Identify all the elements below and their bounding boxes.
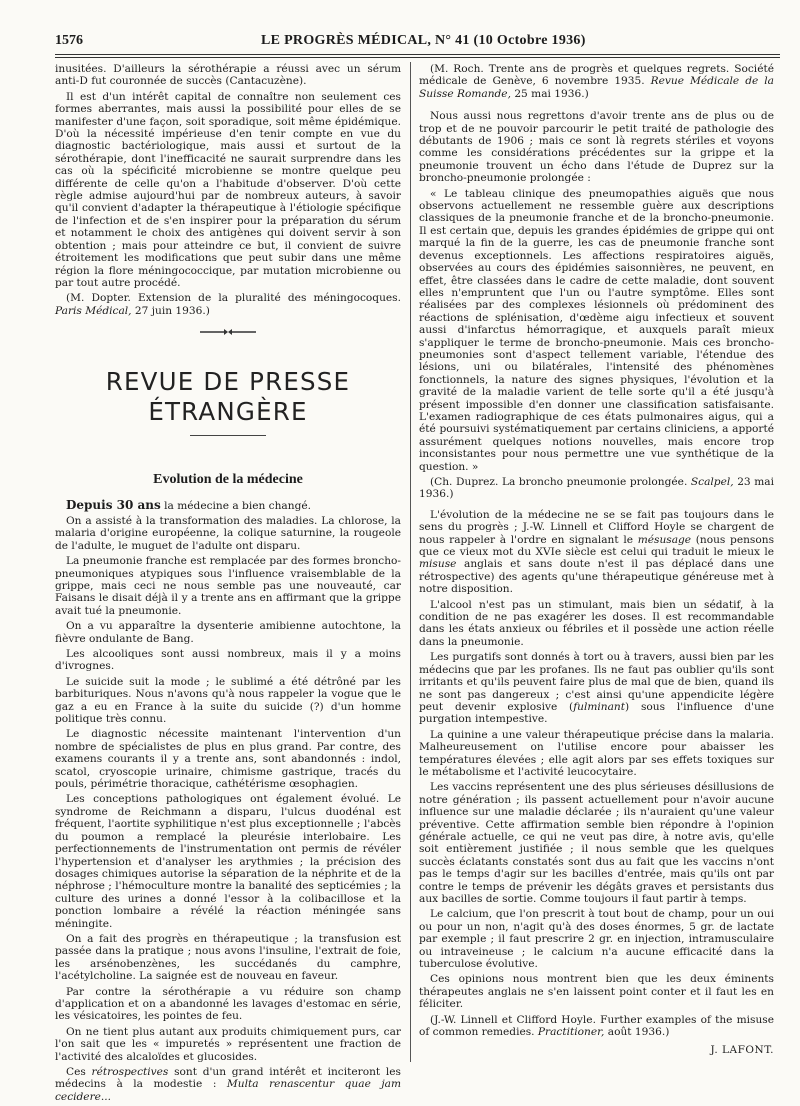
- text-run: (nous pensons que ce vieux mot du XVIe siècle est celui qui traduit le mieux le: [419, 533, 774, 559]
- citation: [55, 292, 401, 317]
- text-run-italic: fulminant: [573, 700, 625, 713]
- header-rule: [55, 54, 780, 55]
- text-run-italic: mésusage: [637, 533, 692, 546]
- citation-source: Scalpel,: [690, 476, 734, 488]
- lead-words: Depuis 30 ans: [66, 497, 161, 512]
- paragraph: La quinine a une valeur thérapeutique précise dans la malaria. Malheureusement on l'utilise encore pour abaisser les températures élevées ; elle agit alors par ses effets toxiques sur le métabolisme et l'activité leucocytaire.: [419, 728, 774, 778]
- citation-source: Paris Médical,: [55, 304, 132, 317]
- citation: [419, 1014, 774, 1039]
- paragraph: Les conceptions pathologiques ont également évolué. Le syndrome de Reichmann a disparu, l'ulcus duodénal est fréquent, l'aortite syphilitique n'est plus exceptionnelle ; l'abcès du poumon a remplacé la pleurésie interlobaire. Les perfectionnements de l'instrumentation ont permis de révéler l'hypertension et d'analyser les arythmies ; la précision des dosages chimiques autorise la séparation de la néphrite et de la néphrose ; l'hémoculture montre la banalité des septicémies ; la culture des urines a donné l'essor à la colibacillose et la ponction lombaire a révélé la réaction méningée sans méningite.: [55, 793, 401, 930]
- paragraph: Il est d'un intérêt capital de connaître non seulement ces formes aberrantes, mais aussi la possibilité pour elles de se manifester d'une façon, soit sporadique, soit même épidémique. D'où la nécessité impérieuse d'en tenir compte en vue du diagnostic bactériologique, mais aussi et surtout de la sérothérapie, dont l'inefficacité ne saurait surprendre dans les cas où la spécificité microbienne se montre quelque peu différente de celle qu'on a l'habitude d'observer. D'où cette règle admise aujourd'hui par de nombreux auteurs, à savoir qu'il convient d'adapter la thérapeutique à l'étiologie spécifique de l'infection et de s'en inspirer pour la préparation du sérum et notamment le choix des antigènes qui doivent servir à son obtention ; mais pour atteindre ce but, il convient de suivre étroitement les modifications que peut subir dans une même région la flore méningococcique, par mutation microbienne ou par tout autre procédé.: [55, 90, 401, 289]
- title-rule: [190, 435, 266, 458]
- paragraph: inusitées. D'ailleurs la sérothérapie a réussi avec un sérum anti-D fut couronnée de succès (Cantacuzène).: [55, 63, 401, 88]
- citation-text: (M. Dopter. Extension de la pluralité des méningocoques.: [66, 292, 401, 305]
- latin-quote: Multa renascentur quae jam cecidere...: [55, 1078, 401, 1103]
- text-run: sont d'un grand intérêt et inciteront les médecins à la modestie :: [55, 1066, 401, 1091]
- citation: [419, 63, 774, 100]
- paragraph: [419, 509, 774, 596]
- paragraph: Nous aussi nous regrettons d'avoir trente ans de plus ou de trop et de ne pouvoir parcourir le petit traité de pathologie des débutants de 1906 ; mais ce sont là regrets stériles et voyons comme les considérations précédentes sur la grippe et la pneumonie trouvent un écho dans l'étude de Duprez sur la broncho-pneumonie prolongée :: [419, 110, 774, 185]
- ornament-divider: [55, 327, 401, 337]
- paragraph: L'alcool n'est pas un stimulant, mais bien un sédatif, à la condition de ne pas exagérer les doses. Il est recommandable dans les états anxieux ou fébriles et il possède une action réelle dans la pneumonie.: [419, 598, 774, 648]
- citation-date: 25 mai 1936.): [514, 87, 589, 100]
- lead-rest: la médecine a bien changé.: [160, 499, 311, 512]
- text-run: ) sous l'influence d'une purgation intempestive.: [419, 700, 774, 726]
- citation-date: août 1936.): [607, 1026, 670, 1039]
- paragraph: [419, 651, 774, 725]
- citation-date: 23 mai 1936.): [419, 476, 774, 501]
- paragraph: Le diagnostic nécessite maintenant l'intervention d'un nombre de spécialistes de plus en plus grand. Par contre, des examens courants il y a trente ans, sont abandonnés : indol, scatol, cryoscopie urinaire, chimisme gastrique, tracés du pouls, périmétrie thoracique, cathétérisme œsophagien.: [55, 728, 401, 791]
- left-column: [55, 63, 401, 1106]
- citation: [419, 476, 774, 501]
- citation-source: Revue Médicale de la Suisse Romande,: [419, 75, 774, 100]
- paragraph: Les alcooliques sont aussi nombreux, mais il y a moins d'ivrognes.: [55, 648, 401, 673]
- running-header: [55, 33, 780, 55]
- citation-text: (J.-W. Linnell et Clifford Hoyle. Further examples of the misuse of common remedies.: [419, 1013, 774, 1039]
- text-run-italic: misuse: [419, 558, 457, 571]
- paragraph: [55, 1066, 401, 1103]
- text-run-italic: rétrospectives: [91, 1066, 169, 1078]
- ornament-icon: [198, 327, 258, 337]
- right-column: [419, 63, 774, 1057]
- block-quote: « Le tableau clinique des pneumopathies aiguës que nous observons actuellement ne ressemble guère aux descriptions classiques de la pneumonie franche et de la broncho-pneumonie. Il est certain que, depuis les grandes épidémies de grippe qui ont marqué la fin de la guerre, les cas de pneumonie franche sont devenus exceptionnels. Les affections respiratoires aiguës, observées au cours des épidémies saisonnières, ne peuvent, en effet, être classées dans le cadre de cette maladie, dont souvent elles n'empruntent que l'un ou l'autre symptôme. Elles sont réalisées par des complexes lésionnels où prédominent des réactions de splénisation, d'œdème aigu infectieux et souvent aussi d'infarctus hémorragique, et auxquels paraît mieux s'appliquer le terme de broncho-pneumonie. Mais ces broncho-pneumonies sont d'aspect tellement variable, l'étendue des lésions, uni ou bilatérales, l'intensité des phénomènes fonctionnels, la nature des signes physiques, l'évolution et la gravité de la maladie varient de telle sorte qu'il a été jusqu'à présent impossible d'en donner une classification satisfaisante. L'examen radiographique de ces états pulmonaires aigus, qui a été poursuivi systématiquement par certains cliniciens, a apporté assurément quelques notions nouvelles, mais encore trop inconsistantes pour nous permettre une vue synthétique de la question. »: [419, 187, 774, 473]
- paragraph: Par contre la sérothérapie a vu réduire son champ d'application et on a abandonné les lavages d'estomac en série, les vésicatoires, les pointes de feu.: [55, 985, 401, 1023]
- text-run: Les purgatifs sont donnés à tort ou à travers, aussi bien par les médecins que par les profanes. Ils ne faut pas oublier qu'ils sont irritants et qu'ils peuvent faire plus de mal que de bien, quand ils ne sont pas dangereux ; c'est ainsi qu'une appendicite légère peut devenir explosive (: [419, 651, 774, 713]
- paragraph: On a vu apparaître la dysenterie amibienne autochtone, la fièvre ondulante de Bang.: [55, 620, 401, 645]
- citation-text: (M. Roch. Trente ans de progrès et quelques regrets. Société médicale de Genève, 6 novembre 1935.: [419, 63, 774, 88]
- text-run: Ces: [66, 1066, 92, 1078]
- citation-text: (Ch. Duprez. La broncho pneumonie prolongée.: [430, 476, 688, 488]
- author-signature: J. LAFONT.: [710, 1044, 774, 1057]
- journal-title: LE PROGRÈS MÉDICAL, N° 41 (10 Octobre 1936): [261, 33, 586, 48]
- lead-paragraph: [55, 499, 401, 512]
- paragraph: On ne tient plus autant aux produits chimiquement purs, car l'on sait que les « impuretés » représentent une fraction de l'activité des alcaloïdes et glucosides.: [55, 1025, 401, 1063]
- header-rule-double: [55, 57, 780, 58]
- paragraph: Le suicide suit la mode ; le sublimé a été détrôné par les barbituriques. Nous n'avons qu'à nous rappeler la vogue que le gaz a eu en France à la suite du suicide (?) d'un homme politique très connu.: [55, 675, 401, 726]
- section-title: REVUE DE PRESSE ÉTRANGÈRE: [105, 367, 351, 427]
- citation-source: Practitioner,: [537, 1026, 605, 1039]
- paragraph: Les vaccins représentent une des plus sérieuses désillusions de notre génération ; ils passent actuellement pour n'avoir aucune influence sur une maladie déclarée ; ils n'auraient qu'une valeur préventive. Cette affirmation semble bien répondre à l'opinion générale actuelle, ce qui ne veut pas dire, à notre avis, qu'elle soit entièrement justifiée ; il nous semble que les quelques succès éclatants constatés sont dus au fait que les vaccins n'ont pas le temps d'agir sur les bacilles d'entrée, mais qu'ils ont par contre le temps de prévenir les dégâts graves et persistants dus aux bacilles de sortie. Comme toujours il faut partir à temps.: [419, 781, 774, 905]
- paragraph: Le calcium, que l'on prescrit à tout bout de champ, pour un oui ou pour un non, n'agit qu'à des doses énormes, 5 gr. de lactate par exemple ; il faut prescrire 2 gr. en injection, intramusculaire ou intraveineuse ; le calcium n'a aucune efficacité dans la tuberculose évolutive.: [419, 908, 774, 971]
- paragraph: La pneumonie franche est remplacée par des formes broncho-pneumoniques atypiques sous l'influence vraisemblable de la grippe, mais ceci ne nous semble pas une nouveauté, car Faisans le disait déjà il y a trente ans en affirmant que la grippe avait tué la pneumonie.: [55, 555, 401, 617]
- article-title: Evolution de la médecine: [153, 472, 303, 488]
- page-number: 1576: [55, 33, 83, 48]
- column-divider: [410, 62, 411, 1062]
- text-run: anglais et sans doute n'est il pas déplacé dans une rétrospective) des agents qu'une thérapeutique généreuse met à notre disposition.: [419, 558, 774, 596]
- paragraph: On a assisté à la transformation des maladies. La chlorose, la malaria d'origine européenne, la colique saturnine, la rougeole de l'adulte, le muguet de l'adulte ont disparu.: [55, 514, 401, 552]
- paragraph: On a fait des progrès en thérapeutique ; la transfusion est passée dans la pratique ; nous avons l'insuline, l'extrait de foie, les arsénobenzènes, les succédanés du camphre, l'acétylcholine. La saignée est de nouveau en faveur.: [55, 932, 401, 983]
- text-run: L'évolution de la médecine ne se se fait pas toujours dans le sens du progrès ; J.-W. Linnell et Clifford Hoyle se chargent de nous rappeler à l'ordre en signalant le: [419, 508, 774, 546]
- citation-date: 27 juin 1936.): [134, 304, 210, 317]
- paragraph: Ces opinions nous montrent bien que les deux éminents thérapeutes anglais ne s'en laissent point conter et il faut les en féliciter.: [419, 973, 774, 1011]
